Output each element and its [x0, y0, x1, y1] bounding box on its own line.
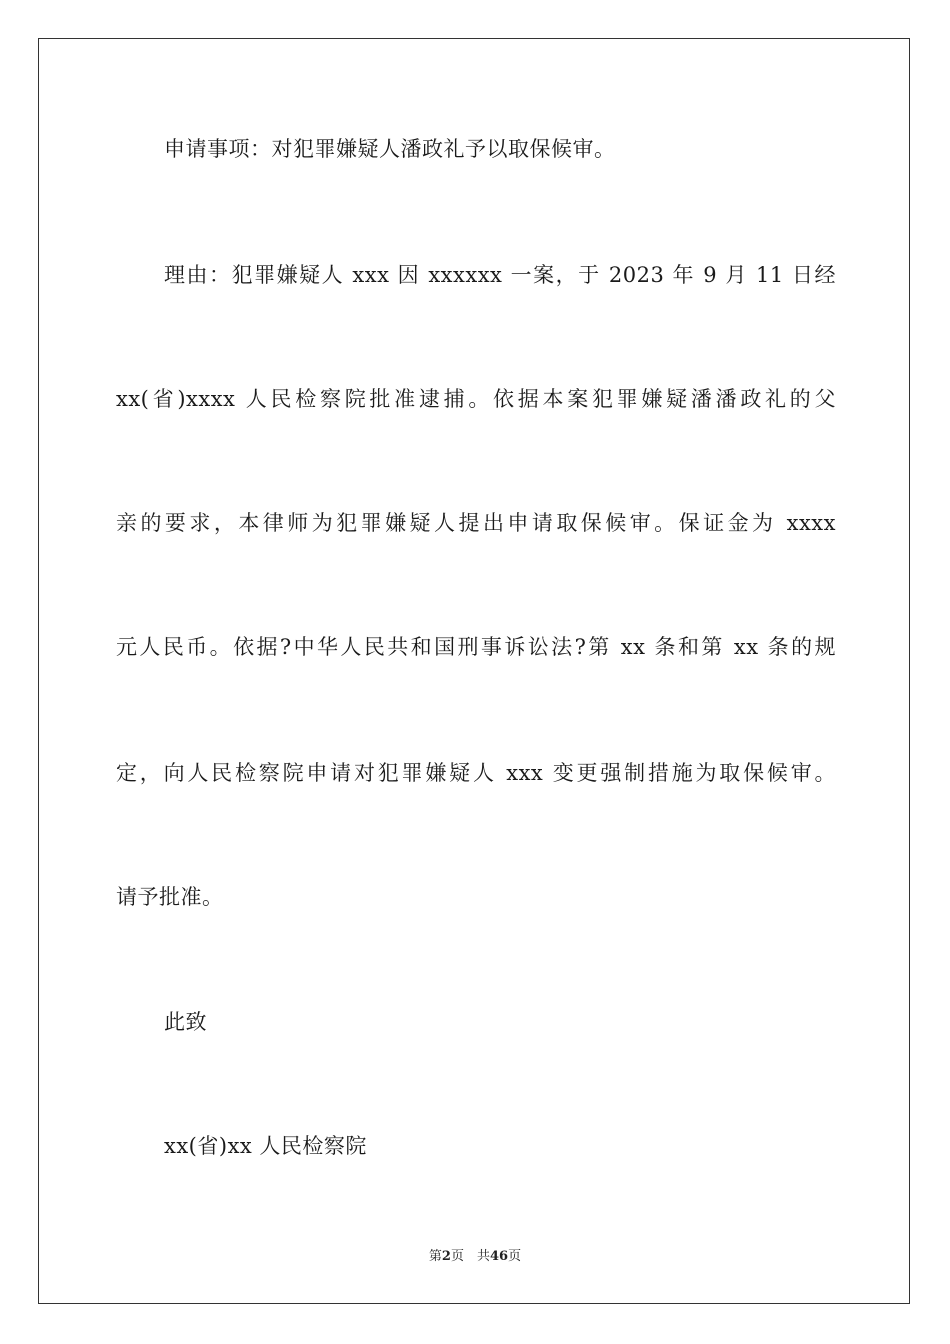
- reason-line-4: 元人民币。依据?中华人民共和国刑事诉讼法?第 xx 条和第 xx 条的规: [116, 635, 836, 659]
- reason-line-1: 理由：犯罪嫌疑人 xxx 因 xxxxxx 一案，于 2023 年 9 月 11 日经: [164, 263, 836, 287]
- salutation-line: 此致: [164, 1010, 207, 1034]
- request-item-line: 申请事项：对犯罪嫌疑人潘政礼予以取保候审。: [164, 137, 616, 161]
- footer-total-pages: 46: [489, 1249, 509, 1264]
- approval-request-line: 请予批准。: [116, 885, 224, 909]
- reason-line-5: 定，向人民检察院申请对犯罪嫌疑人 xxx 变更强制措施为取保候审。: [116, 761, 836, 785]
- reason-line-2: xx(省)xxxx 人民检察院批准逮捕。依据本案犯罪嫌疑潘潘政礼的父: [116, 387, 836, 411]
- page-footer: [0, 1248, 950, 1266]
- page-border: [38, 38, 910, 1304]
- recipient-line: xx(省)xx 人民检察院: [164, 1134, 367, 1158]
- footer-mid: 页 共: [450, 1249, 490, 1264]
- reason-line-3: 亲的要求，本律师为犯罪嫌疑人提出申请取保候审。保证金为 xxxx: [116, 511, 836, 535]
- footer-suffix: 页: [508, 1249, 522, 1264]
- footer-page-number: 2: [441, 1249, 451, 1264]
- footer-prefix: 第: [428, 1249, 442, 1264]
